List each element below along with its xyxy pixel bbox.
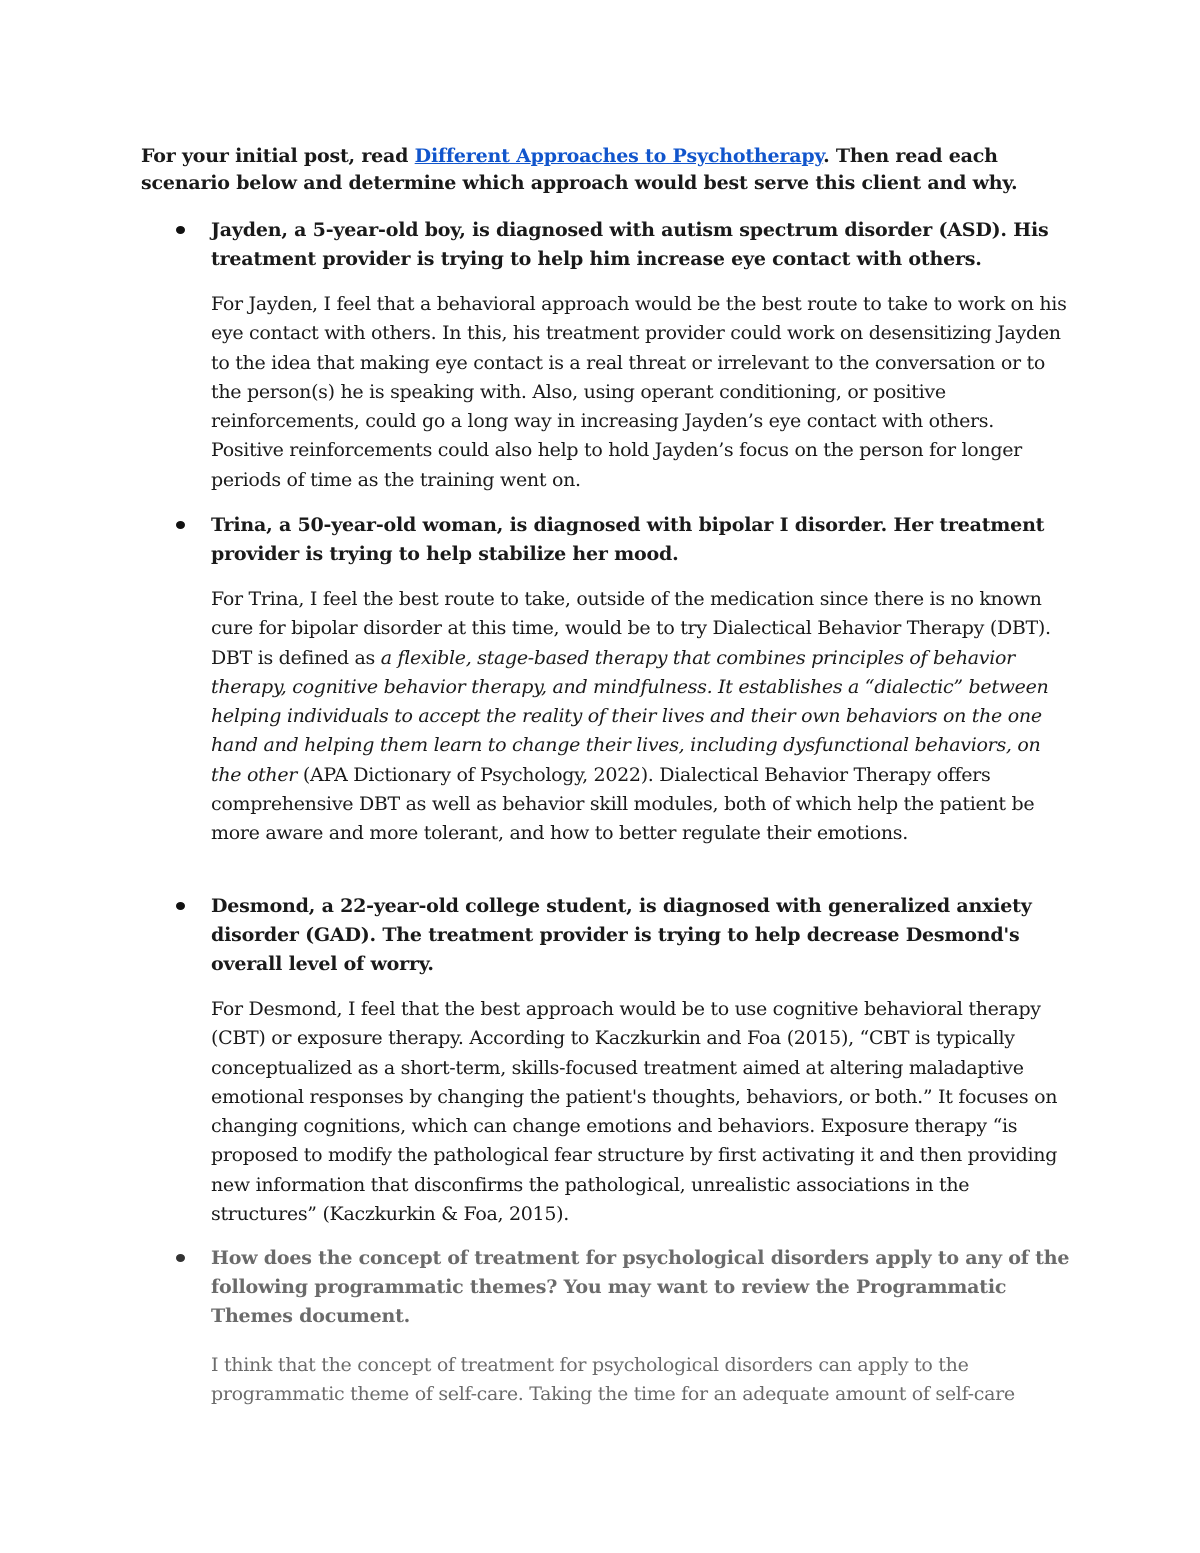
list-item-trina [172, 511, 1072, 849]
answer-text-continued: (APA Dictionary of Psychology, 2022). Dialectical Behavior Therapy offers comprehensive DBT as well as behavior skill modules, both of which help the patient be more aware and more tolerant, and how to better regulate their emotions. [211, 763, 1035, 845]
bullet-icon [176, 521, 185, 529]
scenario-answer: For Jayden, I feel that a behavioral approach would be the best route to take to work on his eye contact with others. In this, his treatment provider could work on desensitizing Jayden to the idea that making eye contact is a real threat or irrelevant to the conversation or to the person(s) he is speaking with. Also, using operant conditioning, or positive reinforcements, could go a long way in increasing Jayden’s eye contact with others. Positive reinforcements could also help to hold Jayden’s focus on the person for longer periods of time as the training went on. [211, 293, 1067, 491]
bullet-icon [176, 226, 185, 234]
themes-question: How does the concept of treatment for psychological disorders apply to any of the following programmatic themes? You may want to review the Programmatic Themes document. [211, 1247, 1070, 1327]
bullet-icon [176, 902, 185, 910]
intro-text-after: . Then read each scenario below and determine which approach would best serve this client and why. [141, 145, 1018, 194]
scenario-question: Desmond, a 22-year-old college student, is diagnosed with generalized anxiety disorder (GAD). The treatment provider is trying to help decrease Desmond's overall level of worry. [211, 895, 1032, 975]
list-item-jayden [172, 216, 1072, 495]
answer-text: For Trina, I feel the best route to take, outside of the medication since there is no known cure for bipolar disorder at this time, would be to try Dialectical Behavior Therapy (DBT). DBT is defined as [211, 588, 1051, 669]
scenario-answer [211, 585, 1071, 849]
list-item-programmatic-themes [172, 1244, 1072, 1410]
intro-text-before: For your initial post, read [141, 145, 415, 167]
scenario-answer: For Desmond, I feel that the best approach would be to use cognitive behavioral therapy (CBT) or exposure therapy. According to Kaczkurkin and Foa (2015), “CBT is typically conceptualized as a short-term, skills-focused treatment aimed at altering maladaptive emotional responses by changing the patient's thoughts, behaviors, or both.” It focuses on changing cognitions, which can change emotions and behaviors. Exposure therapy “is proposed to modify the pathological fear structure by first activating it and then providing new information that disconfirms the pathological, unrealistic associations in the structures” (Kaczkurkin & Foa, 2015). [211, 998, 1058, 1226]
dbt-definition-quote: a flexible, stage-based therapy that combines principles of behavior therapy, cognitive behavior therapy, and mindfulness. It establishes a “dialectic” between helping individuals to accept the reality of their lives and their own behaviors on the one hand and helping them learn to change their lives, including dysfunctional behaviors, on the other [211, 646, 1049, 786]
themes-answer: I think that the concept of treatment for psychological disorders can apply to the programmatic theme of self-care. Taking the time for an adequate amount of self-care [211, 1354, 1015, 1406]
scenario-question: Jayden, a 5-year-old boy, is diagnosed with autism spectrum disorder (ASD). His treatment provider is trying to help him increase eye contact with others. [211, 219, 1049, 270]
bullet-icon [176, 1254, 185, 1262]
list-item-desmond [172, 892, 1072, 1229]
scenario-question: Trina, a 50-year-old woman, is diagnosed with bipolar I disorder. Her treatment provider is trying to help stabilize her mood. [211, 514, 1045, 565]
intro-paragraph [141, 143, 1071, 197]
different-approaches-link[interactable]: Different Approaches to Psychotherapy [414, 145, 824, 167]
